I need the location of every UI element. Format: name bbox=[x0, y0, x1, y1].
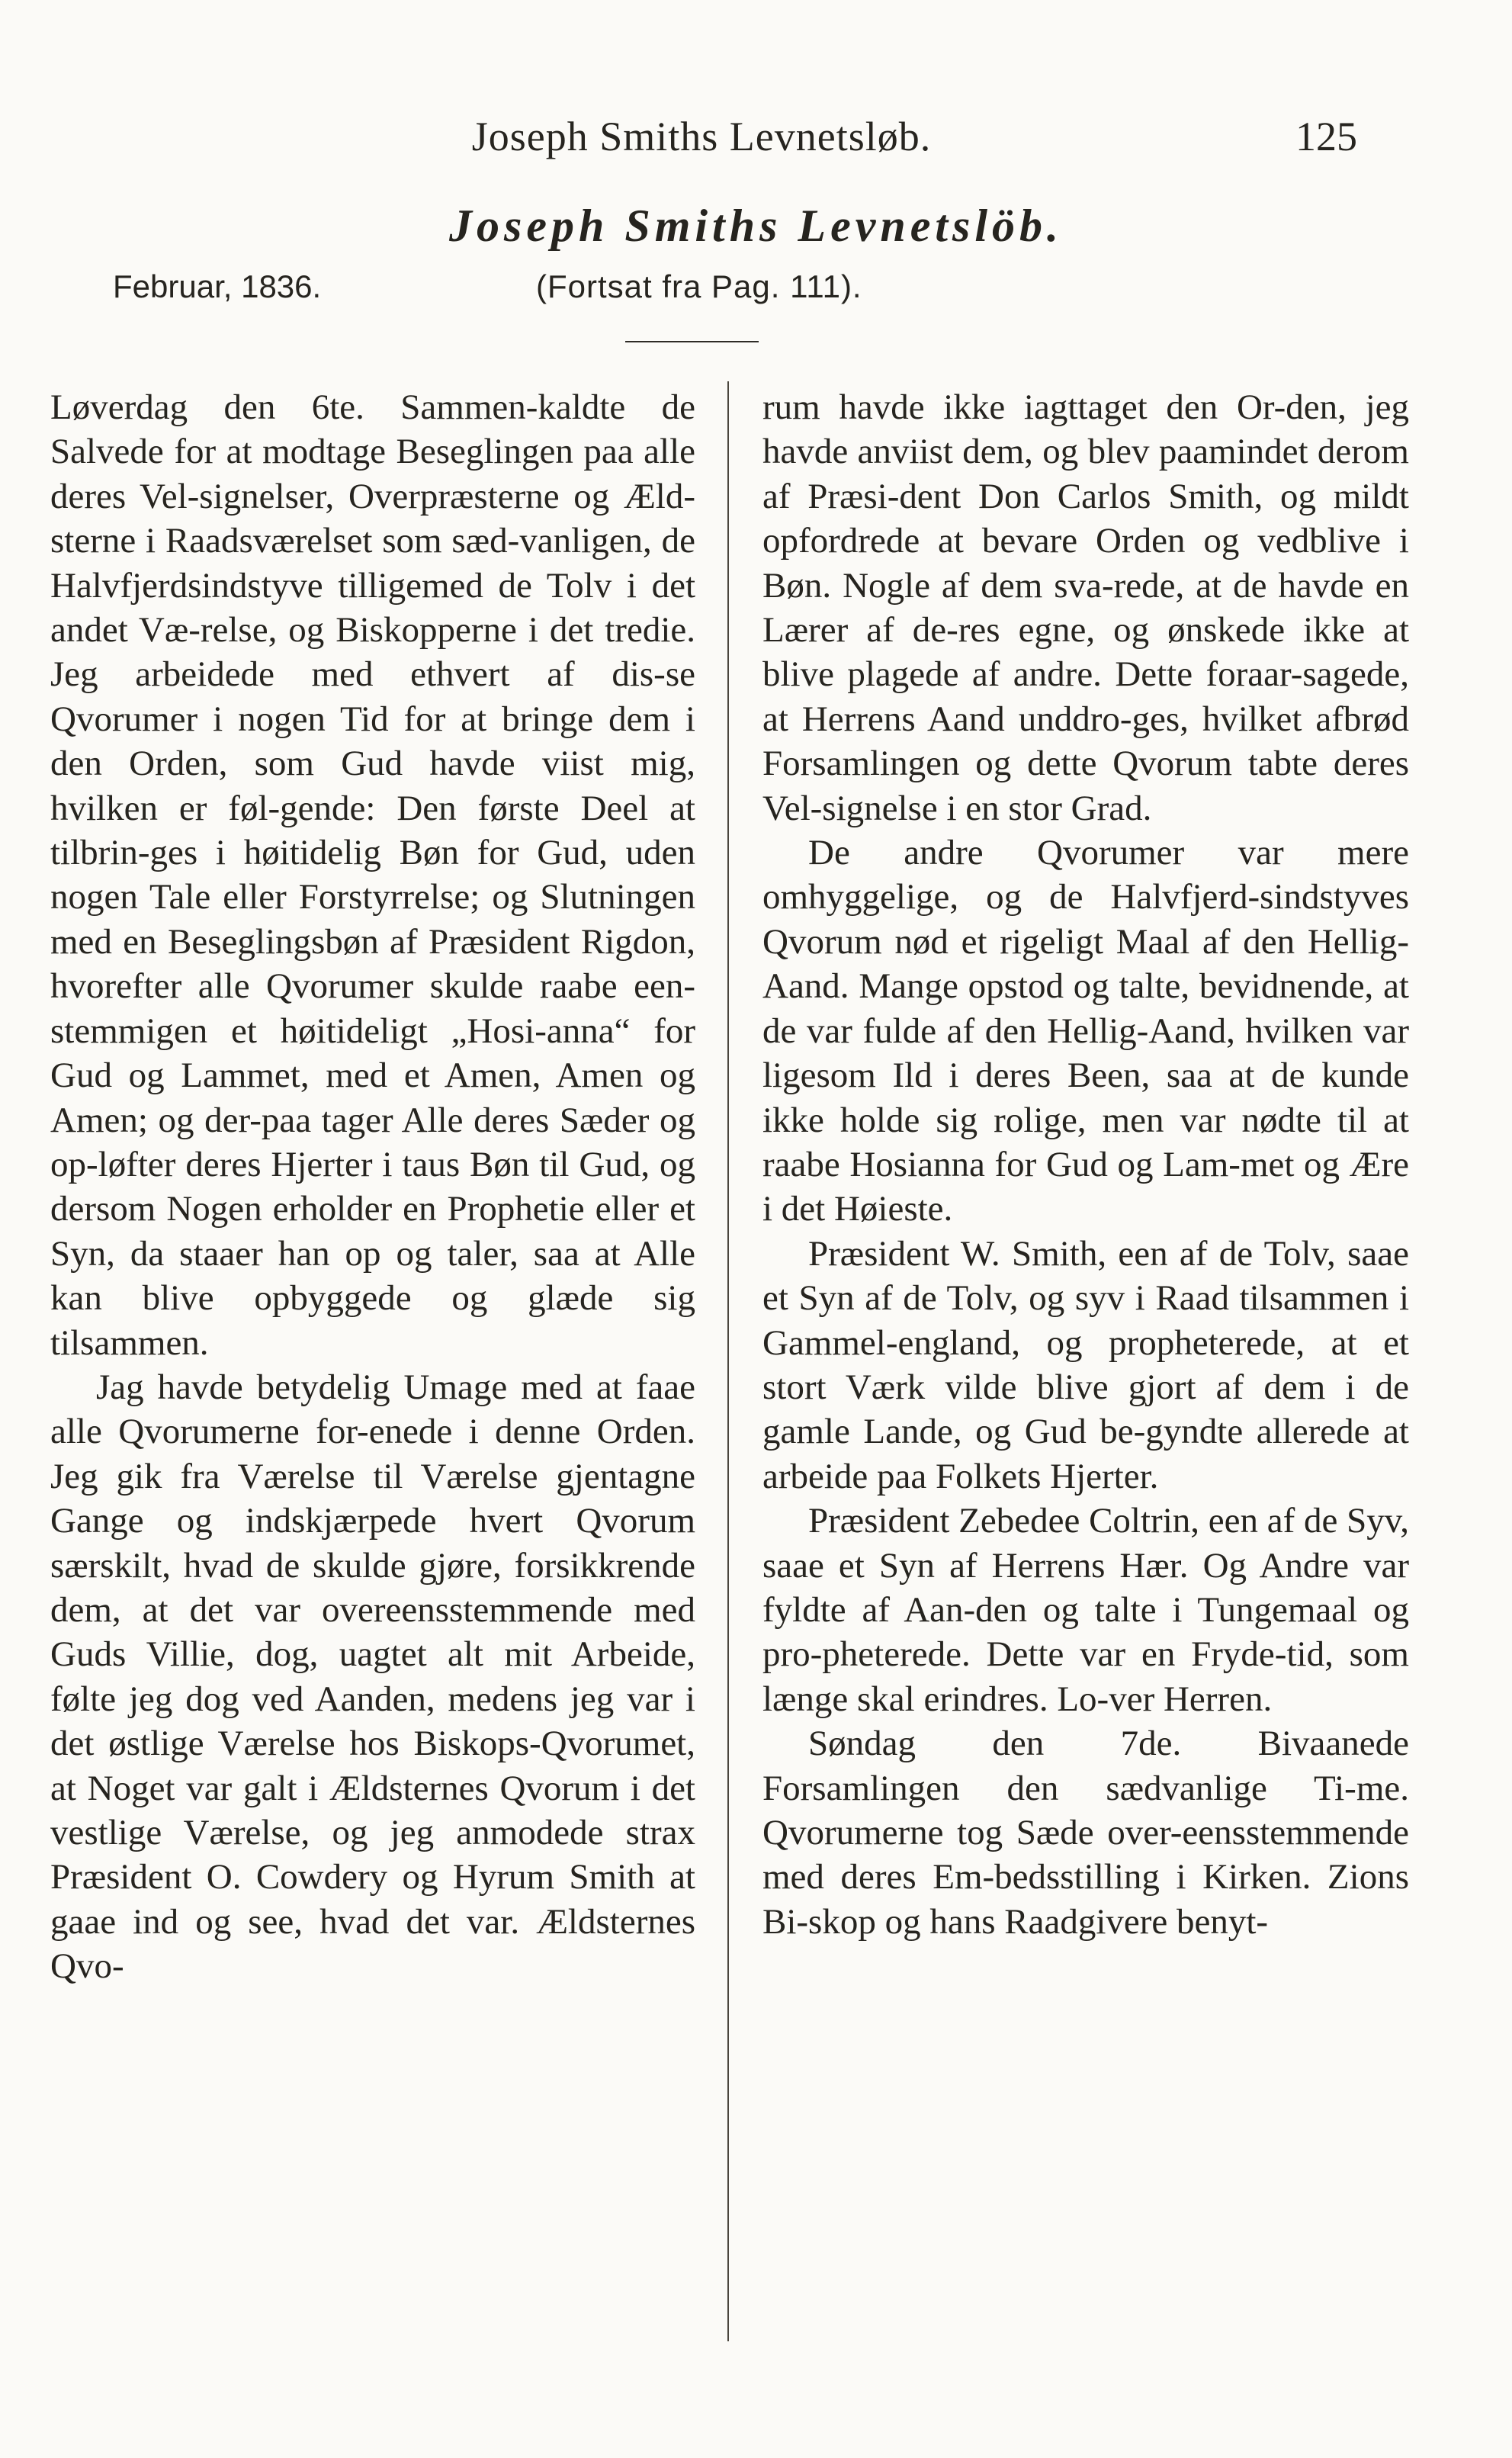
continued-note: (Fortsat fra Pag. 111). bbox=[536, 268, 862, 304]
text-column-right bbox=[762, 385, 1409, 1944]
page-number: 125 bbox=[1295, 114, 1357, 159]
running-title: Joseph Smiths Levnetsløb. bbox=[471, 114, 932, 159]
column-divider bbox=[727, 381, 729, 2341]
article-meta bbox=[113, 268, 1333, 307]
paragraph: rum havde ikke iagttaget den Or-den, jeg havde anviist dem, og blev paamindet derom af Præsi-dent Don Carlos Smith, og mildt opfordrede at bevare Orden og vedblive i Bøn. Nogle af dem sva-rede, at de havde en Lærer af de-res egne, og ønskede ikke at blive plagede af andre. Dette foraar-sagede, at Herrens Aand unddro-ges, hvilket afbrød Forsamlingen og dette Qvorum tabte deres Vel-signelse i en stor Grad. bbox=[762, 387, 1409, 828]
paragraph: Søndag den 7de. Bivaanede Forsamlingen den sædvanlige Ti-me. Qvorumerne tog Sæde over-eensstemmende med deres Em-bedsstilling i Kirken. Zions Bi-skop og hans Raadgivere benyt- bbox=[762, 1724, 1409, 1942]
paragraph: Jag havde betydelig Umage med at faae alle Qvorumerne for-enede i denne Orden. Jeg gik fra Værelse til Værelse gjentagne Gange og indskjærpede hvert Qvorum særskilt, hvad de skulde gjøre, forsikkrende dem, at det var overeensstemmende med Guds Villie, dog, uagtet alt mit Arbeide, følte jeg dog ved Aanden, medens jeg var i det østlige Værelse hos Biskops-Qvorumet, at Noget var galt i Ældsternes Qvorum i det vestlige Værelse, og jeg anmodede strax Præsident O. Cowdery og Hyrum Smith at gaae ind og see, hvad det var. Ældsternes Qvo- bbox=[50, 1367, 695, 1987]
paragraph: De andre Qvorumer var mere omhyggelige, og de Halvfjerd-sindstyves Qvorum nød et rigeligt Maal af den Hellig-Aand. Mange opstod og talte, bevidnende, at de var fulde af den Hellig-Aand, hvilken var ligesom Ild i deres Been, saa at de kunde ikke holde sig rolige, men var nødte til at raabe Hosianna for Gud og Lam-met og Ære i det Høieste. bbox=[762, 833, 1409, 1229]
running-head bbox=[46, 113, 1357, 166]
paragraph: Præsident Zebedee Coltrin, een af de Syv, saae et Syn af Herrens Hær. Og Andre var fyldte af Aan-den og talte i Tungemaal og pro-pheterede. Dette var en Fryde-tid, som længe skal erindres. Lo-ver Herren. bbox=[762, 1501, 1409, 1719]
article-date: Februar, 1836. bbox=[113, 268, 322, 304]
article-title: Joseph Smiths Levnetslöb. bbox=[448, 201, 1064, 251]
title-rule bbox=[625, 341, 759, 342]
paragraph: Løverdag den 6te. Sammen-kaldte de Salvede for at modtage Beseglingen paa alle deres Vel-signelser, Overpræsterne og Æld-sterne i Raadsværelset som sæd-vanligen, de Halvfjerdsindstyve tilligemed de Tolv i det andet Væ-relse, og Biskopperne i det tredie. Jeg arbeidede med ethvert af dis-se Qvorumer i nogen Tid for at bringe dem i den Orden, som Gud havde viist mig, hvilken er føl-gende: Den første Deel at tilbrin-ges i høitidelig Bøn for Gud, uden nogen Tale eller Forstyrrelse; og Slutningen med en Beseglingsbøn af Præsident Rigdon, hvorefter alle Qvorumer skulde raabe een-stemmigen et høitideligt „Hosi-anna“ for Gud og Lammet, med et Amen, Amen og Amen; og der-paa tager Alle deres Sæder og op-løfter deres Hjerter i taus Bøn til Gud, og dersom Nogen erholder en Prophetie eller et Syn, da staaer han op og taler, saa at Alle kan blive opbyggede og glæde sig tilsammen. bbox=[50, 387, 695, 1363]
paragraph: Præsident W. Smith, een af de Tolv, saae et Syn af de Tolv, og syv i Raad tilsammen i Gammel-england, og propheterede, at et stort Værk vilde blive gjort af dem i de gamle Lande, og Gud be-gyndte allerede at arbeide paa Folkets Hjerter. bbox=[762, 1233, 1409, 1496]
text-column-left bbox=[50, 385, 695, 1989]
